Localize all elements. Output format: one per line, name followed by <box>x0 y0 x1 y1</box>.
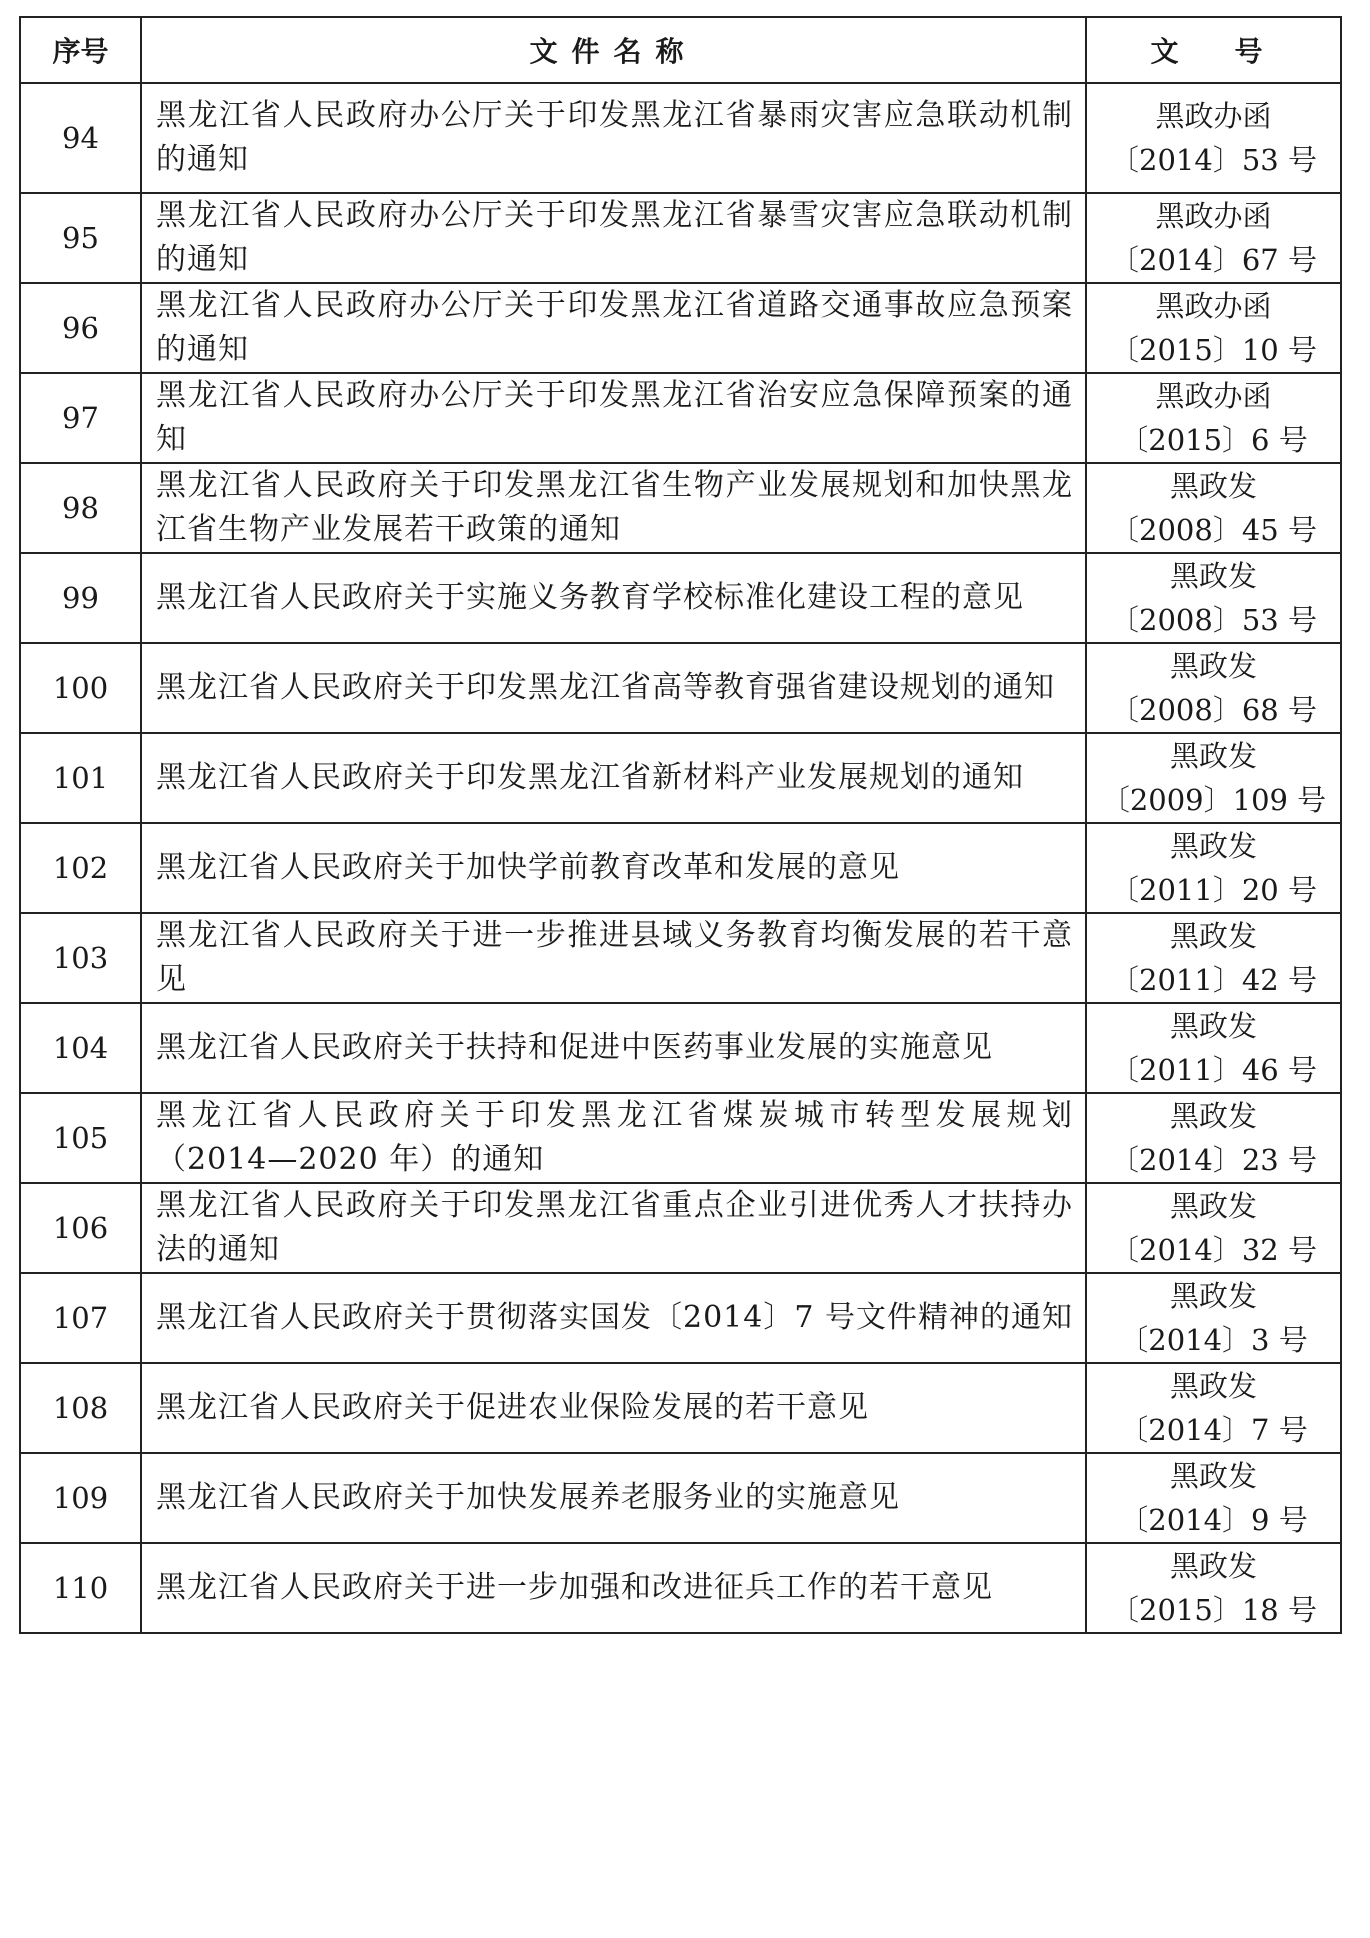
document-number-issuer: 黑政办函 <box>1155 99 1272 133</box>
document-number-year-code: 〔2011〕42 号 <box>1110 963 1317 997</box>
row-document-number <box>1086 283 1341 373</box>
row-serial-number: 95 <box>20 193 141 283</box>
document-number-year-code: 〔2009〕109 号 <box>1100 783 1327 817</box>
row-serial-number: 104 <box>20 1003 141 1093</box>
row-document-number <box>1086 1363 1341 1453</box>
row-document-number <box>1086 1453 1341 1543</box>
row-document-number <box>1086 643 1341 733</box>
document-number-year-code: 〔2008〕53 号 <box>1110 603 1317 637</box>
row-document-number <box>1086 463 1341 553</box>
document-number-issuer: 黑政发 <box>1169 829 1257 863</box>
row-document-title: 黑龙江省人民政府关于促进农业保险发展的若干意见 <box>141 1363 1086 1453</box>
document-number-issuer: 黑政发 <box>1169 1099 1257 1133</box>
table-row <box>20 1183 1341 1273</box>
document-number-year-code: 〔2008〕45 号 <box>1110 513 1317 547</box>
table-row <box>20 1363 1341 1453</box>
row-document-title: 黑龙江省人民政府办公厅关于印发黑龙江省暴雨灾害应急联动机制的通知 <box>141 83 1086 193</box>
row-document-number <box>1086 913 1341 1003</box>
row-document-number <box>1086 193 1341 283</box>
row-document-title: 黑龙江省人民政府办公厅关于印发黑龙江省治安应急保障预案的通知 <box>141 373 1086 463</box>
document-number-year-code: 〔2008〕68 号 <box>1110 693 1317 727</box>
table-row <box>20 1453 1341 1543</box>
row-document-title: 黑龙江省人民政府关于扶持和促进中医药事业发展的实施意见 <box>141 1003 1086 1093</box>
row-document-title: 黑龙江省人民政府关于印发黑龙江省煤炭城市转型发展规划（2014—2020 年）的通知 <box>141 1093 1086 1183</box>
document-number-year-code: 〔2015〕10 号 <box>1110 333 1317 367</box>
document-number-issuer: 黑政发 <box>1169 1459 1257 1493</box>
document-number-year-code: 〔2014〕23 号 <box>1110 1143 1317 1177</box>
document-number-issuer: 黑政发 <box>1169 649 1257 683</box>
document-number-year-code: 〔2015〕18 号 <box>1110 1593 1317 1627</box>
document-number-issuer: 黑政发 <box>1169 1009 1257 1043</box>
row-serial-number: 109 <box>20 1453 141 1543</box>
row-document-title: 黑龙江省人民政府关于印发黑龙江省生物产业发展规划和加快黑龙江省生物产业发展若干政策的通知 <box>141 463 1086 553</box>
table-row <box>20 553 1341 643</box>
document-number-year-code: 〔2014〕67 号 <box>1110 243 1317 277</box>
table-row <box>20 83 1341 193</box>
document-number-year-code: 〔2011〕20 号 <box>1110 873 1317 907</box>
table-row <box>20 823 1341 913</box>
row-serial-number: 107 <box>20 1273 141 1363</box>
document-number-issuer: 黑政发 <box>1169 1189 1257 1223</box>
row-serial-number: 103 <box>20 913 141 1003</box>
table-row <box>20 373 1341 463</box>
header-document-title: 文件名称 <box>141 17 1086 83</box>
document-number-issuer: 黑政发 <box>1169 1369 1257 1403</box>
row-document-title: 黑龙江省人民政府关于印发黑龙江省高等教育强省建设规划的通知 <box>141 643 1086 733</box>
row-serial-number: 99 <box>20 553 141 643</box>
row-document-number <box>1086 1003 1341 1093</box>
table-row <box>20 643 1341 733</box>
row-serial-number: 110 <box>20 1543 141 1633</box>
table-row <box>20 1003 1341 1093</box>
row-serial-number: 101 <box>20 733 141 823</box>
document-number-year-code: 〔2011〕46 号 <box>1110 1053 1317 1087</box>
row-serial-number: 97 <box>20 373 141 463</box>
document-table <box>19 16 1342 1634</box>
document-number-year-code: 〔2014〕7 号 <box>1119 1413 1308 1447</box>
table-row <box>20 733 1341 823</box>
row-document-number <box>1086 553 1341 643</box>
row-serial-number: 102 <box>20 823 141 913</box>
row-serial-number: 94 <box>20 83 141 193</box>
row-document-title: 黑龙江省人民政府办公厅关于印发黑龙江省道路交通事故应急预案的通知 <box>141 283 1086 373</box>
table-row <box>20 1543 1341 1633</box>
table-row <box>20 1273 1341 1363</box>
row-document-title: 黑龙江省人民政府关于进一步加强和改进征兵工作的若干意见 <box>141 1543 1086 1633</box>
row-document-title: 黑龙江省人民政府关于实施义务教育学校标准化建设工程的意见 <box>141 553 1086 643</box>
header-document-number: 文 号 <box>1086 17 1341 83</box>
document-number-issuer: 黑政办函 <box>1155 379 1272 413</box>
row-document-number <box>1086 1273 1341 1363</box>
row-document-title: 黑龙江省人民政府办公厅关于印发黑龙江省暴雪灾害应急联动机制的通知 <box>141 193 1086 283</box>
table-row <box>20 193 1341 283</box>
row-document-title: 黑龙江省人民政府关于加快发展养老服务业的实施意见 <box>141 1453 1086 1543</box>
row-document-title: 黑龙江省人民政府关于贯彻落实国发〔2014〕7 号文件精神的通知 <box>141 1273 1086 1363</box>
document-number-issuer: 黑政发 <box>1169 559 1257 593</box>
row-serial-number: 96 <box>20 283 141 373</box>
row-serial-number: 100 <box>20 643 141 733</box>
row-document-title: 黑龙江省人民政府关于印发黑龙江省新材料产业发展规划的通知 <box>141 733 1086 823</box>
header-serial-number: 序号 <box>20 17 141 83</box>
table-row <box>20 1093 1341 1183</box>
row-document-title: 黑龙江省人民政府关于进一步推进县域义务教育均衡发展的若干意见 <box>141 913 1086 1003</box>
document-number-year-code: 〔2014〕53 号 <box>1110 143 1317 177</box>
table-row <box>20 913 1341 1003</box>
document-number-issuer: 黑政办函 <box>1155 289 1272 323</box>
row-serial-number: 108 <box>20 1363 141 1453</box>
document-number-issuer: 黑政发 <box>1169 1279 1257 1313</box>
document-number-issuer: 黑政发 <box>1169 739 1257 773</box>
table-row <box>20 463 1341 553</box>
document-number-issuer: 黑政办函 <box>1155 199 1272 233</box>
row-document-number <box>1086 733 1341 823</box>
row-document-number <box>1086 83 1341 193</box>
document-number-issuer: 黑政发 <box>1169 919 1257 953</box>
document-number-year-code: 〔2015〕6 号 <box>1119 423 1308 457</box>
row-serial-number: 105 <box>20 1093 141 1183</box>
row-serial-number: 106 <box>20 1183 141 1273</box>
document-number-year-code: 〔2014〕32 号 <box>1110 1233 1317 1267</box>
document-number-issuer: 黑政发 <box>1169 469 1257 503</box>
table-header-row <box>20 17 1341 83</box>
row-serial-number: 98 <box>20 463 141 553</box>
row-document-number <box>1086 823 1341 913</box>
row-document-number <box>1086 1543 1341 1633</box>
table-row <box>20 283 1341 373</box>
document-number-year-code: 〔2014〕9 号 <box>1119 1503 1308 1537</box>
row-document-title: 黑龙江省人民政府关于印发黑龙江省重点企业引进优秀人才扶持办法的通知 <box>141 1183 1086 1273</box>
document-number-year-code: 〔2014〕3 号 <box>1119 1323 1308 1357</box>
document-number-issuer: 黑政发 <box>1169 1549 1257 1583</box>
row-document-number <box>1086 1183 1341 1273</box>
row-document-number <box>1086 1093 1341 1183</box>
row-document-title: 黑龙江省人民政府关于加快学前教育改革和发展的意见 <box>141 823 1086 913</box>
row-document-number <box>1086 373 1341 463</box>
